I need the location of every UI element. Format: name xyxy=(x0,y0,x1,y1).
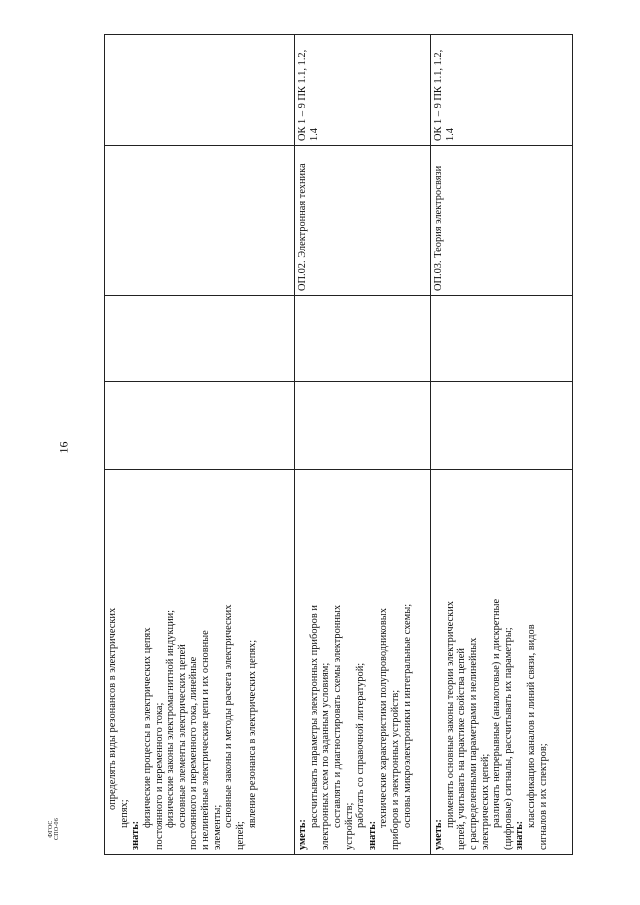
requirements-cell xyxy=(431,470,573,855)
requirement-line: элементы; xyxy=(211,804,223,850)
competencies-cell xyxy=(105,35,295,146)
requirement-line: рассчитывать параметры электронных приборов и xyxy=(308,605,320,828)
requirement-line: сигналов и их спектров; xyxy=(537,743,549,850)
requirement-line: работать со справочной литературой; xyxy=(355,662,367,828)
table-row xyxy=(105,35,295,855)
requirement-line: физические процессы в электрических цепях xyxy=(141,627,153,828)
requirement-line: электронных схем по заданным условиям; xyxy=(320,662,332,850)
requirement-line: технические характеристики полупроводниковых xyxy=(378,608,390,828)
requirement-line: основные элементы электрических цепей xyxy=(176,644,188,828)
table-body xyxy=(105,35,573,855)
requirement-line: приборов и электронных устройств; xyxy=(390,689,402,850)
rotated-page xyxy=(104,35,572,855)
hours-cell xyxy=(295,382,431,470)
requirement-line: цепей, учитывать на практике свойства цепей xyxy=(456,648,468,850)
requirement-line: знать: xyxy=(130,820,142,850)
requirement-line: основы микроэлектроники и интегральные схемы; xyxy=(401,603,413,828)
requirement-line: составлять и диагностировать схемы электронных xyxy=(331,604,343,828)
requirement-line: цепях; xyxy=(118,799,130,828)
requirement-line: классификацию каналов и линий связи, видов xyxy=(526,624,538,828)
footer-mark: ФГОС СПО-06 xyxy=(48,818,60,840)
requirement-line: явление резонанса в электрических цепях; xyxy=(246,639,258,828)
table-row xyxy=(431,35,573,855)
page-number: 16 xyxy=(56,441,71,454)
requirement-line: определять виды резонансов в электрических xyxy=(107,607,118,810)
requirement-line: знать: xyxy=(514,820,526,850)
competencies-cell: ОК 1 – 9 ПК 1.1, 1.2, 1.4 xyxy=(431,35,573,146)
discipline-cell: ОП.02. Электронная техника xyxy=(295,146,431,296)
requirement-line: устройств; xyxy=(343,802,355,850)
requirement-line: различать непрерывные (аналоговые) и дискретные xyxy=(491,598,503,828)
requirement-line: и нелинейные электрические цепи и их основные xyxy=(200,630,212,850)
requirements-cell xyxy=(295,470,431,855)
hours-cell xyxy=(431,382,573,470)
curriculum-table xyxy=(104,34,573,855)
requirement-line: (цифровые) сигналы, рассчитывать их параметры; xyxy=(502,627,514,850)
requirement-line: применять основные законы теории электрических xyxy=(444,601,456,828)
hours-cell-2 xyxy=(295,296,431,382)
requirement-line: с распределенными параметрами и нелинейных xyxy=(467,637,479,850)
competencies-cell: ОК 1 – 9 ПК 1.1, 1.2, 1.4 xyxy=(295,35,431,146)
discipline-cell: ОП.03. Теория электросвязи xyxy=(431,146,573,296)
requirement-line: основные законы и методы расчета электрических xyxy=(223,604,235,828)
hours-cell-2 xyxy=(431,296,573,382)
requirement-line: уметь: xyxy=(297,819,308,850)
requirement-line: электрических цепей; xyxy=(479,753,491,850)
requirement-line: постоянного и переменного тока; xyxy=(153,702,165,850)
table-row xyxy=(295,35,431,855)
requirement-line: знать: xyxy=(366,820,378,850)
requirement-line: постоянного и переменного тока, линейные xyxy=(188,656,200,850)
hours-cell-2 xyxy=(105,296,295,382)
requirement-line: цепей; xyxy=(235,821,247,850)
requirement-line: физические законы электромагнитной индукции; xyxy=(165,609,177,828)
requirements-cell xyxy=(105,470,295,855)
hours-cell xyxy=(105,382,295,470)
requirement-line: уметь: xyxy=(433,819,444,850)
discipline-cell xyxy=(105,146,295,296)
